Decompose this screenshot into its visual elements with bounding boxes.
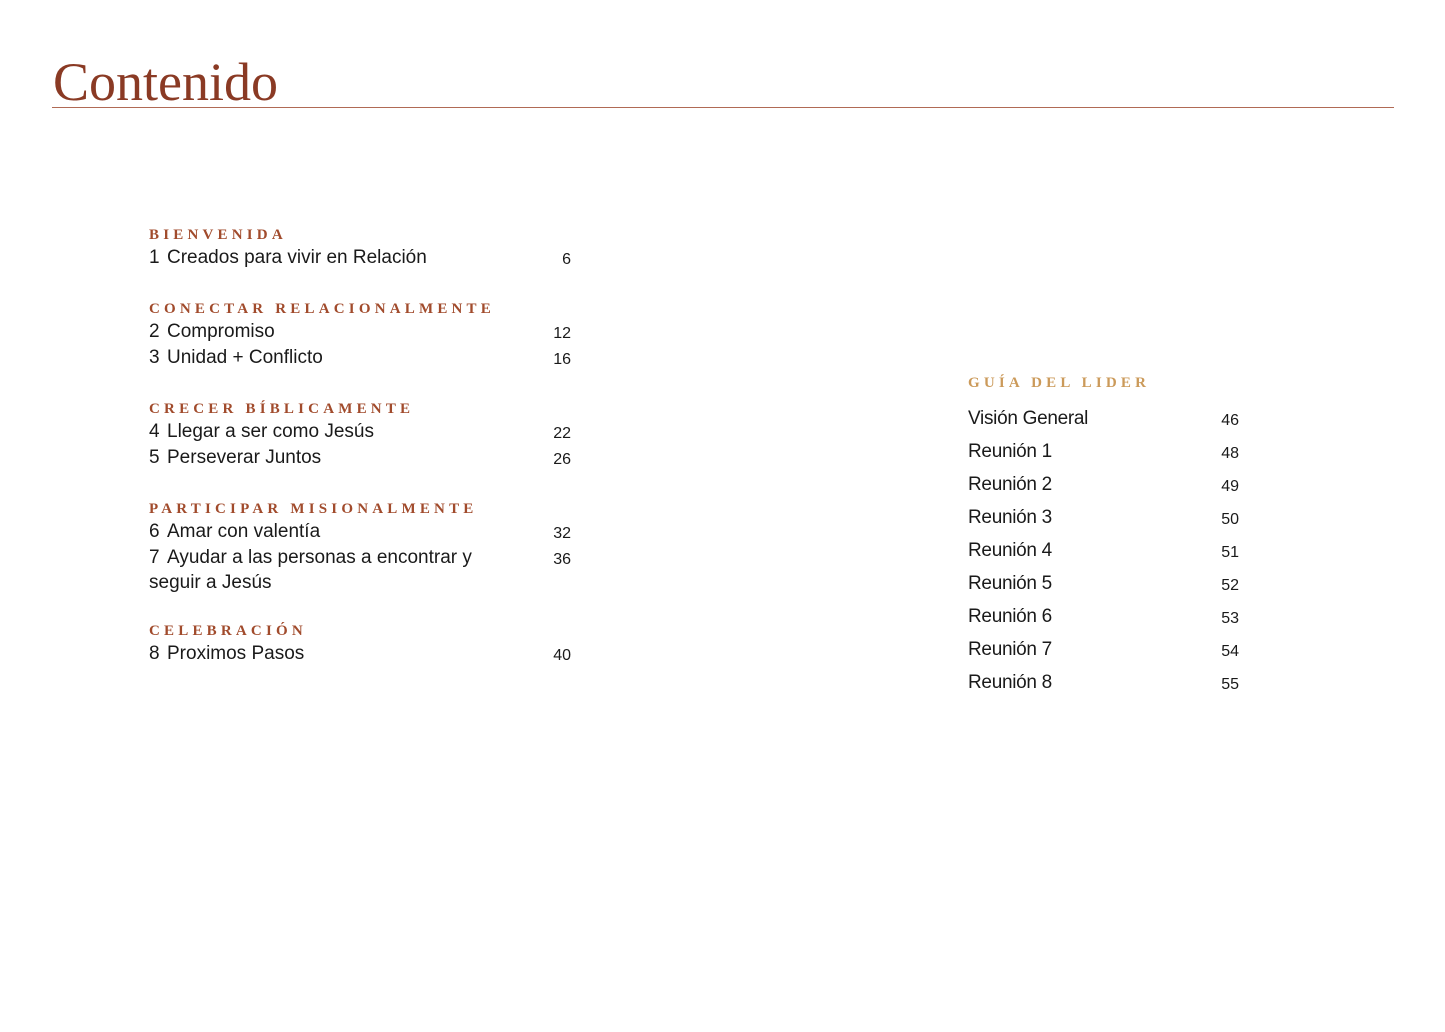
toc-entry-label: Proximos Pasos — [167, 643, 305, 664]
section-heading: CELEBRACIÓN — [149, 623, 307, 639]
leader-guide-entry-page: 55 — [1221, 676, 1239, 693]
table-of-contents — [149, 224, 571, 694]
leader-guide-heading: GUÍA DEL LIDER — [968, 375, 1151, 391]
leader-guide-entry-title: Reunión 2 — [968, 474, 1052, 495]
toc-entry-page: 22 — [553, 424, 571, 442]
toc-section-crecer — [149, 398, 571, 473]
toc-entry-title — [149, 546, 547, 595]
toc-entry-label: Creados para vivir en Relación — [167, 247, 427, 268]
section-heading: BIENVENIDA — [149, 227, 287, 243]
toc-entry-label: Ayudar a las personas a encontrar y seguir a Jesús — [149, 547, 472, 593]
leader-guide-entry[interactable] — [968, 600, 1239, 633]
toc-entry[interactable] — [149, 420, 571, 447]
toc-entry[interactable] — [149, 246, 571, 273]
leader-guide-entry-page: 51 — [1221, 544, 1239, 561]
toc-entry-number: 3 — [149, 347, 160, 368]
toc-entry[interactable] — [149, 546, 571, 595]
toc-entry-number: 5 — [149, 447, 160, 468]
leader-guide-entry-title: Reunión 1 — [968, 441, 1052, 462]
leader-guide-entry-title: Reunión 4 — [968, 540, 1052, 561]
toc-entry-label: Compromiso — [167, 320, 275, 342]
toc-entry-number: 7 — [149, 547, 160, 568]
leader-guide-entry-page: 53 — [1221, 610, 1239, 627]
toc-entry[interactable] — [149, 346, 571, 373]
leader-guide-entry-page: 54 — [1221, 643, 1239, 660]
toc-entry[interactable] — [149, 320, 571, 347]
section-heading: CRECER BÍBLICAMENTE — [149, 400, 415, 417]
toc-entry-title — [149, 446, 547, 471]
toc-entry-title — [149, 346, 547, 371]
toc-entry[interactable] — [149, 446, 571, 473]
leader-guide-entry[interactable] — [968, 468, 1239, 501]
toc-entry-number: 6 — [149, 520, 160, 542]
leader-guide-entry-title: Reunión 5 — [968, 573, 1052, 594]
leader-guide-entry[interactable] — [968, 567, 1239, 600]
leader-guide-entry-page: 52 — [1221, 577, 1239, 594]
leader-guide-entry-title: Reunión 6 — [968, 606, 1052, 627]
toc-section-celebracion — [149, 620, 571, 669]
title-divider — [52, 107, 1394, 108]
leader-guide-entry[interactable] — [968, 435, 1239, 468]
toc-entry-number: 8 — [149, 643, 160, 664]
toc-entry-page: 16 — [553, 351, 571, 368]
toc-entry-number: 4 — [149, 420, 160, 442]
toc-entry-label: Unidad + Conflicto — [167, 347, 323, 368]
leader-guide-entry[interactable] — [968, 534, 1239, 567]
section-heading: PARTICIPAR MISIONALMENTE — [149, 500, 478, 517]
toc-entry-page: 36 — [553, 551, 571, 568]
leader-guide — [968, 372, 1239, 699]
toc-section-conectar — [149, 298, 571, 373]
toc-entry[interactable] — [149, 520, 571, 547]
leader-guide-entry[interactable] — [968, 633, 1239, 666]
toc-entry-page: 32 — [553, 524, 571, 542]
toc-entry-page: 40 — [553, 647, 571, 664]
leader-guide-entry-page: 46 — [1221, 412, 1239, 429]
toc-entry[interactable] — [149, 642, 571, 669]
toc-entry-page: 12 — [553, 324, 571, 342]
toc-entry-title — [149, 246, 547, 271]
toc-entry-title — [149, 520, 547, 545]
leader-guide-entry-page: 48 — [1221, 445, 1239, 462]
toc-entry-title — [149, 420, 547, 445]
toc-entry-page: 6 — [562, 251, 571, 268]
page-title: Contenido — [53, 52, 278, 112]
leader-guide-entry-page: 49 — [1221, 478, 1239, 495]
toc-entry-number: 2 — [149, 320, 160, 342]
leader-guide-entry[interactable] — [968, 666, 1239, 699]
toc-section-bienvenida — [149, 224, 571, 273]
leader-guide-entry-title: Reunión 3 — [968, 507, 1052, 528]
leader-guide-entry[interactable] — [968, 501, 1239, 534]
leader-guide-entry[interactable] — [968, 402, 1239, 435]
toc-entry-page: 26 — [553, 451, 571, 468]
leader-guide-entry-title: Reunión 7 — [968, 639, 1052, 660]
toc-entry-label: Perseverar Juntos — [167, 447, 322, 468]
toc-section-participar — [149, 498, 571, 596]
leader-guide-entry-page: 50 — [1221, 511, 1239, 528]
toc-entry-title — [149, 642, 547, 667]
toc-entry-number: 1 — [149, 247, 160, 268]
toc-entry-title — [149, 320, 547, 345]
toc-entry-label: Llegar a ser como Jesús — [167, 420, 374, 442]
leader-guide-entry-title: Visión General — [968, 408, 1089, 429]
toc-entry-label: Amar con valentía — [167, 520, 321, 542]
section-heading: CONECTAR RELACIONALMENTE — [149, 300, 495, 317]
leader-guide-entry-title: Reunión 8 — [968, 672, 1052, 693]
